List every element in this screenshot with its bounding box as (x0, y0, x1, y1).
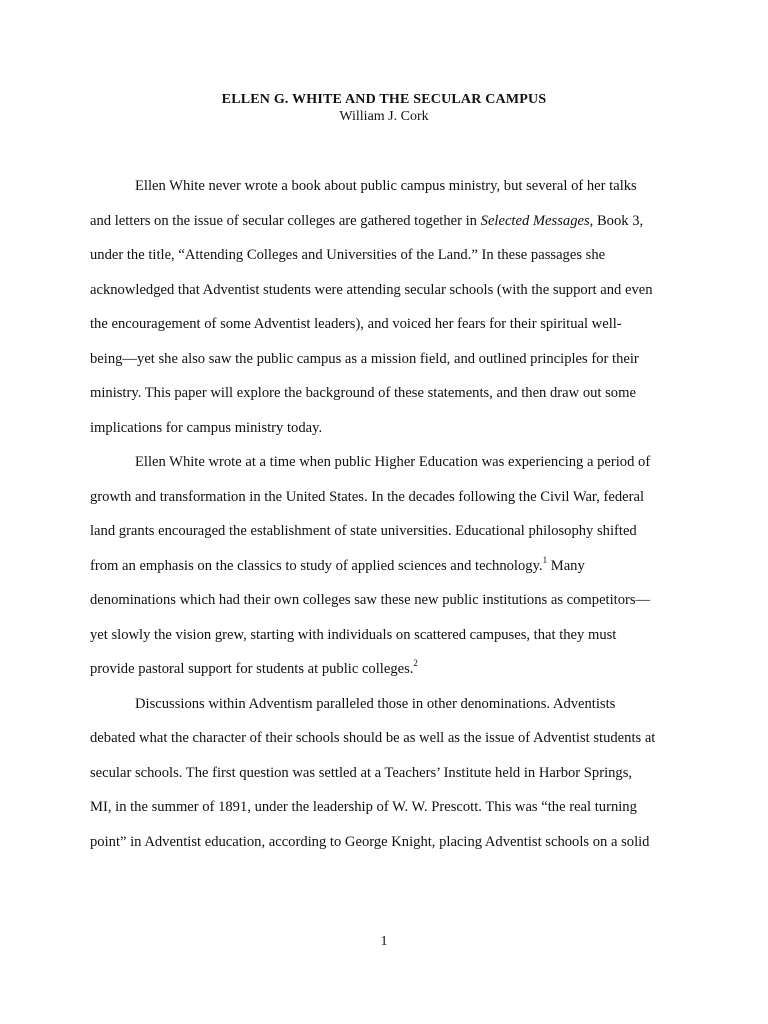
paragraph-3-line-5: point” in Adventist education, according to George Knight, placing Adventist schools on a solid (90, 833, 650, 850)
paragraph-3-line-1: Discussions within Adventism paralleled those in other denominations. Adventists (135, 695, 616, 712)
paragraph-3-line-2: debated what the character of their schools should be as well as the issue of Adventist students at (90, 730, 656, 746)
document-title: ELLEN G. WHITE AND THE SECULAR CAMPUS (221, 92, 547, 107)
paragraph-1-line-2-tail: , Book 3, (589, 212, 644, 229)
document-author: William J. Cork (339, 109, 429, 124)
paragraph-1-line-7: ministry. This paper will explore the background of these statements, and then draw out some (90, 385, 636, 401)
paragraph-1-line-6: being—yet she also saw the public campus as a mission field, and outlined principles for their (90, 350, 639, 367)
footnote-marker-2[interactable]: 2 (413, 658, 418, 669)
paragraph-2-line-2: growth and transformation in the United States. In the decades following the Civil War, federal (90, 488, 645, 505)
book-title-italic: Selected Messages (480, 212, 590, 229)
paragraph-2-line-7-text: provide pastoral support for students at public colleges. (90, 661, 414, 677)
paragraph-1-line-5: the encouragement of some Adventist leaders), and voiced her fears for their spiritual well- (90, 316, 622, 332)
paragraph-2-line-4 (90, 556, 670, 591)
page-number: 1 (380, 934, 388, 949)
paragraph-3-line-3: secular schools. The first question was settled at a Teachers’ Institute held in Harbor Springs, (90, 764, 633, 781)
paragraph-2-line-4-tail: Many (547, 557, 585, 574)
paragraph-2-line-1: Ellen White wrote at a time when public Higher Education was experiencing a period of (135, 454, 651, 470)
paragraph-2-line-7 (90, 659, 670, 694)
paragraph-1-line-4: acknowledged that Adventist students were attending secular schools (with the support and even (90, 281, 653, 298)
paragraph-1-line-1: Ellen White never wrote a book about public campus ministry, but several of her talks (135, 178, 637, 194)
paragraph-2-line-3: land grants encouraged the establishment of state universities. Educational philosophy shifted (90, 523, 637, 539)
footnote-marker-1[interactable]: 1 (542, 554, 548, 565)
paragraph-1-line-8: implications for campus ministry today. (90, 419, 323, 436)
paragraph-1-line-2-text: and letters on the issue of secular colleges are gathered together in (90, 212, 481, 229)
paragraph-1-line-2 (90, 211, 670, 246)
paragraph-1-line-3: under the title, “Attending Colleges and Universities of the Land.” In these passages she (90, 247, 606, 263)
paragraph-2-line-5: denominations which had their own colleges saw these new public institutions as competitors— (90, 592, 651, 608)
paragraph-2-line-4-text: from an emphasis on the classics to study of applied sciences and technology. (90, 557, 543, 574)
paragraph-3-line-4: MI, in the summer of 1891, under the leadership of W. W. Prescott. This was “the real turning (90, 799, 637, 815)
paragraph-2-line-6: yet slowly the vision grew, starting with individuals on scattered campuses, that they must (90, 626, 617, 643)
document-body (90, 176, 670, 866)
